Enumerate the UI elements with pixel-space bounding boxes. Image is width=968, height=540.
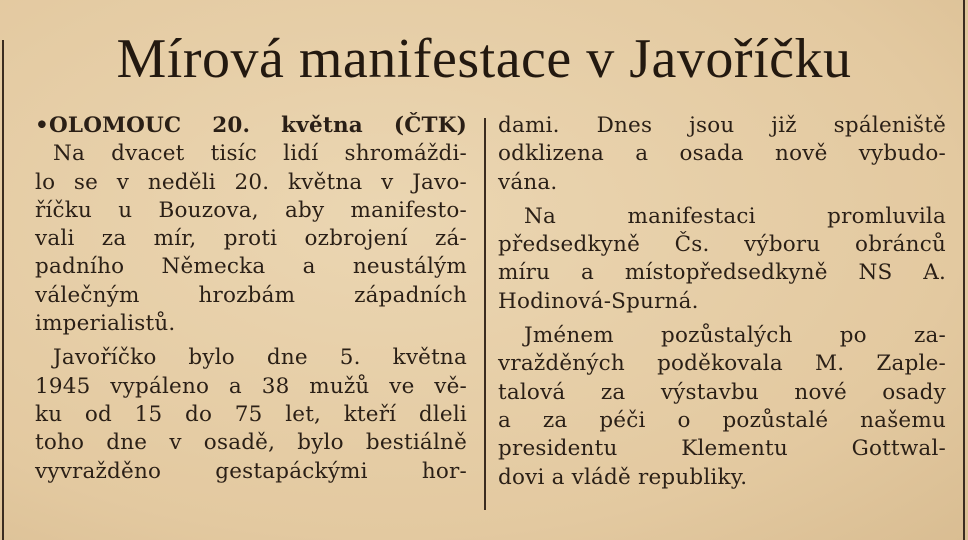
text-line: talová za výstavbu nové osady <box>498 379 946 405</box>
text-line: lo se v neděli 20. května v Javo- <box>35 169 467 195</box>
text-line: toho dne v osadě, bylo bestiálně <box>35 430 467 456</box>
text-line: a za péči o pozůstalé našemu <box>498 407 946 433</box>
text-line: říčku u Bouzova, aby manifesto- <box>35 197 467 223</box>
text-line: imperialistů. <box>35 311 176 337</box>
text-line: ku od 15 do 75 let, kteří dleli <box>35 401 467 427</box>
text-line: presidentu Klementu Gottwal- <box>498 436 946 462</box>
text-line: vražděných poděkovala M. Zaple- <box>498 351 946 377</box>
text-line: 1945 vypáleno a 38 mužů ve vě- <box>35 373 467 399</box>
dateline: •OLOMOUC 20. května (ČTK) <box>35 113 467 138</box>
text-line: dami. Dnes jsou již spáleniště <box>498 113 946 138</box>
left-column <box>35 112 467 486</box>
text-line: Jménem pozůstalých po za- <box>524 323 946 349</box>
text-line: míru a místopředsedkyně NS A. <box>498 260 946 286</box>
text-line: Hodinová-Spurná. <box>498 288 699 314</box>
text-line: odklizena a osada nově vybudo- <box>498 141 946 167</box>
text-line: vána. <box>498 169 558 195</box>
text-line: padního Německa a neustálým <box>35 254 467 280</box>
text-line: předsedkyně Čs. výboru obránců <box>498 232 946 258</box>
article-headline: Mírová manifestace v Javoříčku <box>116 28 852 90</box>
column-divider <box>484 118 486 510</box>
text-line: Javoříčko bylo dne 5. května <box>53 345 467 371</box>
text-line: dovi a vládě republiky. <box>498 464 748 490</box>
text-line: vyvražděno gestapáckými hor- <box>35 458 467 484</box>
right-column <box>498 112 946 492</box>
text-line: Na manifestaci promluvila <box>524 203 946 229</box>
text-line: válečným hrozbám západních <box>35 282 467 308</box>
text-line: Na dvacet tisíc lidí shromáždi- <box>53 141 467 167</box>
text-line: vali za mír, proti ozbrojení zá- <box>35 226 467 252</box>
left-column-rule <box>2 40 4 540</box>
